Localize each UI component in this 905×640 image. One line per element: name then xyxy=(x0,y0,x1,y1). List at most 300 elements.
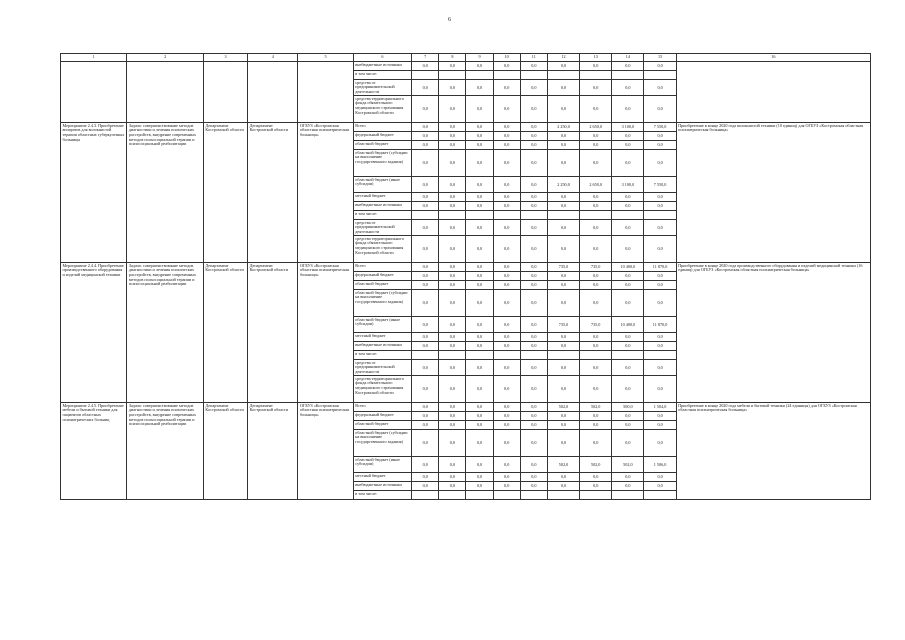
value-cell: 0,0 xyxy=(439,202,466,211)
value-cell: 0,0 xyxy=(493,193,520,202)
value-cell: 0,0 xyxy=(580,290,612,317)
value-cell xyxy=(612,491,644,500)
blank-cell xyxy=(127,62,203,123)
value-cell: 0,0 xyxy=(547,412,579,421)
recipient-cell: ОГБУЗ «Костромская областная психиатрическая больница» xyxy=(298,403,353,500)
value-cell xyxy=(493,351,520,360)
value-cell: 0,0 xyxy=(644,96,676,123)
value-cell: 502,0 xyxy=(580,457,612,473)
value-cell: 502,0 xyxy=(547,403,579,412)
value-cell: 0,0 xyxy=(580,62,612,71)
value-cell: 0,0 xyxy=(439,272,466,281)
value-cell: 0,0 xyxy=(547,220,579,236)
value-cell xyxy=(493,71,520,80)
source-cell: местный бюджет xyxy=(353,193,411,202)
value-cell xyxy=(644,491,676,500)
value-cell: 0,0 xyxy=(493,202,520,211)
value-cell: 0,0 xyxy=(412,421,439,430)
source-cell: областной бюджет (субсидии на выполнение государственного задания) xyxy=(353,430,411,457)
value-cell: 0,0 xyxy=(493,281,520,290)
value-cell: 0,0 xyxy=(493,150,520,177)
value-cell: 0,0 xyxy=(412,123,439,132)
value-cell xyxy=(493,491,520,500)
value-cell: 0,0 xyxy=(644,220,676,236)
value-cell: 0,0 xyxy=(466,317,493,333)
value-cell: 735,0 xyxy=(580,317,612,333)
value-cell: 0,0 xyxy=(520,62,547,71)
value-cell: 0,0 xyxy=(644,193,676,202)
value-cell: 0,0 xyxy=(547,132,579,141)
customer-cell: Департамент Костромской области xyxy=(248,263,298,403)
value-cell: 0,0 xyxy=(439,457,466,473)
value-cell: 0,0 xyxy=(439,342,466,351)
value-cell: 0,0 xyxy=(644,290,676,317)
value-cell: 0,0 xyxy=(612,333,644,342)
source-cell: областной бюджет xyxy=(353,141,411,150)
value-cell: 0,0 xyxy=(412,342,439,351)
value-cell: 0,0 xyxy=(412,220,439,236)
value-cell: 0,0 xyxy=(520,360,547,376)
value-cell: 0,0 xyxy=(580,412,612,421)
value-cell: 0,0 xyxy=(493,457,520,473)
value-cell: 0,0 xyxy=(466,202,493,211)
value-cell: 0,0 xyxy=(439,141,466,150)
value-cell: 0,0 xyxy=(644,80,676,96)
value-cell: 0,0 xyxy=(412,290,439,317)
blank-cell xyxy=(61,62,127,123)
task-cell: Задача: совершенствование методов диагностики и лечения психических расстройств, внедрение современных методов психосоциальной терапии и психосоциальной реабилитации xyxy=(127,123,203,263)
value-cell: 0,0 xyxy=(580,193,612,202)
value-cell xyxy=(580,211,612,220)
value-cell: 0,0 xyxy=(466,412,493,421)
value-cell: 0,0 xyxy=(439,290,466,317)
value-cell: 0,0 xyxy=(520,263,547,272)
value-cell xyxy=(466,491,493,500)
value-cell: 0,0 xyxy=(520,177,547,193)
value-cell: 0,0 xyxy=(439,193,466,202)
value-cell: 0,0 xyxy=(612,421,644,430)
value-cell: 0,0 xyxy=(412,430,439,457)
column-number: 13 xyxy=(580,54,612,62)
value-cell: 0,0 xyxy=(580,430,612,457)
value-cell: 0,0 xyxy=(547,62,579,71)
value-cell: 2 250,0 xyxy=(547,177,579,193)
value-cell: 0,0 xyxy=(520,473,547,482)
column-number: 9 xyxy=(466,54,493,62)
value-cell: 0,0 xyxy=(644,421,676,430)
table-row xyxy=(61,403,871,412)
value-cell: 0,0 xyxy=(412,333,439,342)
value-cell: 0,0 xyxy=(612,236,644,263)
executor-cell: Департамент Костромской области xyxy=(203,263,247,403)
value-cell xyxy=(412,71,439,80)
value-cell: 0,0 xyxy=(580,473,612,482)
value-cell: 0,0 xyxy=(439,220,466,236)
value-cell: 0,0 xyxy=(439,333,466,342)
value-cell xyxy=(520,491,547,500)
value-cell: 0,0 xyxy=(412,403,439,412)
value-cell xyxy=(466,351,493,360)
value-cell: 502,0 xyxy=(612,457,644,473)
value-cell: 0,0 xyxy=(493,132,520,141)
source-cell: областной бюджет (иные субсидии) xyxy=(353,177,411,193)
column-number: 5 xyxy=(298,54,353,62)
value-cell: 0,0 xyxy=(439,430,466,457)
value-cell: 0,0 xyxy=(493,290,520,317)
value-cell: 0,0 xyxy=(466,123,493,132)
value-cell xyxy=(612,211,644,220)
value-cell: 0,0 xyxy=(612,150,644,177)
value-cell: 0,0 xyxy=(439,177,466,193)
result-cell: Приобретение в конце 2020 года волокнистой техники (10 единиц) для ОГБУЗ «Костромская областная психиатрическая больница» xyxy=(676,123,870,263)
value-cell: 0,0 xyxy=(493,430,520,457)
value-cell: 0,0 xyxy=(493,220,520,236)
value-cell xyxy=(412,211,439,220)
value-cell: 0,0 xyxy=(493,272,520,281)
value-cell: 0,0 xyxy=(439,473,466,482)
value-cell xyxy=(439,491,466,500)
value-cell: 0,0 xyxy=(466,220,493,236)
value-cell: 0,0 xyxy=(439,317,466,333)
value-cell: 0,0 xyxy=(520,290,547,317)
value-cell: 0,0 xyxy=(493,317,520,333)
value-cell: 0,0 xyxy=(520,457,547,473)
value-cell: 0,0 xyxy=(466,333,493,342)
measure-cell: Мероприятие 2.4.4. Приобретение производственного оборудования и изделий медицинской техники xyxy=(61,263,127,403)
value-cell xyxy=(439,71,466,80)
value-cell: 0,0 xyxy=(412,263,439,272)
task-cell: Задача: совершенствование методов диагностики и лечения психических расстройств, внедрение современных методов психосоциальной терапии и психосоциальной реабилитации xyxy=(127,403,203,500)
value-cell: 0,0 xyxy=(520,80,547,96)
source-cell: внебюджетные источники xyxy=(353,202,411,211)
value-cell: 10 400,0 xyxy=(612,317,644,333)
column-number: 3 xyxy=(203,54,247,62)
value-cell: 0,0 xyxy=(580,220,612,236)
source-cell: местный бюджет xyxy=(353,333,411,342)
value-cell: 0,0 xyxy=(412,317,439,333)
column-number: 6 xyxy=(353,54,411,62)
value-cell: 0,0 xyxy=(580,281,612,290)
result-cell: Приобретение в конце 2020 года производственного оборудования и изделий медицинской техники (16 единиц) для ОГБУЗ «Костромская областная психиатрическая больница» xyxy=(676,263,870,403)
value-cell: 0,0 xyxy=(412,141,439,150)
value-cell: 0,0 xyxy=(439,412,466,421)
value-cell: 0,0 xyxy=(412,457,439,473)
value-cell: 0,0 xyxy=(412,482,439,491)
source-cell: Всего xyxy=(353,403,411,412)
value-cell: 1 506,0 xyxy=(644,457,676,473)
value-cell: 0,0 xyxy=(547,141,579,150)
value-cell: 0,0 xyxy=(412,236,439,263)
value-cell: 0,0 xyxy=(439,62,466,71)
value-cell: 0,0 xyxy=(520,150,547,177)
task-cell: Задача: совершенствование методов диагностики и лечения психических расстройств, внедрение современных методов психосоциальной терапии и психосоциальной реабилитации xyxy=(127,263,203,403)
table-row xyxy=(61,263,871,272)
source-cell: в том числе: xyxy=(353,491,411,500)
value-cell: 0,0 xyxy=(580,132,612,141)
value-cell: 0,0 xyxy=(520,123,547,132)
column-number: 12 xyxy=(547,54,579,62)
recipient-cell: ОГБУЗ «Костромская областная психиатрическая больница» xyxy=(298,123,353,263)
value-cell: 0,0 xyxy=(612,96,644,123)
value-cell: 0,0 xyxy=(580,376,612,403)
value-cell: 0,0 xyxy=(547,150,579,177)
value-cell: 0,0 xyxy=(466,96,493,123)
value-cell: 0,0 xyxy=(466,141,493,150)
value-cell: 0,0 xyxy=(547,482,579,491)
value-cell: 0,0 xyxy=(520,281,547,290)
value-cell: 0,0 xyxy=(439,236,466,263)
value-cell: 0,0 xyxy=(520,342,547,351)
column-number-row xyxy=(61,54,871,62)
value-cell: 0,0 xyxy=(644,482,676,491)
value-cell xyxy=(520,211,547,220)
value-cell: 0,0 xyxy=(580,272,612,281)
value-cell: 3 100,0 xyxy=(612,123,644,132)
value-cell: 0,0 xyxy=(644,430,676,457)
value-cell: 0,0 xyxy=(412,376,439,403)
source-cell: в том числе: xyxy=(353,211,411,220)
value-cell: 11 870,0 xyxy=(644,263,676,272)
value-cell: 11 870,0 xyxy=(644,317,676,333)
value-cell: 0,0 xyxy=(466,236,493,263)
source-cell: в том числе: xyxy=(353,351,411,360)
value-cell: 0,0 xyxy=(466,80,493,96)
value-cell xyxy=(520,351,547,360)
value-cell: 0,0 xyxy=(580,202,612,211)
source-cell: федеральный бюджет xyxy=(353,412,411,421)
source-cell: областной бюджет (субсидии на выполнение государственного задания) xyxy=(353,290,411,317)
value-cell xyxy=(547,71,579,80)
value-cell: 0,0 xyxy=(466,263,493,272)
source-cell: средства от предпринимательской деятельности xyxy=(353,220,411,236)
value-cell: 0,0 xyxy=(412,473,439,482)
value-cell: 0,0 xyxy=(580,236,612,263)
value-cell: 0,0 xyxy=(612,376,644,403)
value-cell xyxy=(580,351,612,360)
source-cell: средства территориального фонда обязательного медицинского страхования Костромской области xyxy=(353,236,411,263)
value-cell: 0,0 xyxy=(466,473,493,482)
value-cell: 7 550,0 xyxy=(644,177,676,193)
value-cell: 0,0 xyxy=(439,376,466,403)
value-cell: 0,0 xyxy=(412,272,439,281)
value-cell: 0,0 xyxy=(520,430,547,457)
value-cell xyxy=(580,491,612,500)
value-cell: 0,0 xyxy=(612,193,644,202)
value-cell: 0,0 xyxy=(644,236,676,263)
value-cell: 0,0 xyxy=(644,150,676,177)
source-cell: областной бюджет xyxy=(353,281,411,290)
value-cell: 0,0 xyxy=(439,281,466,290)
value-cell: 0,0 xyxy=(547,193,579,202)
value-cell xyxy=(644,351,676,360)
value-cell: 0,0 xyxy=(493,177,520,193)
value-cell: 0,0 xyxy=(466,132,493,141)
value-cell: 0,0 xyxy=(412,80,439,96)
source-cell: областной бюджет (субсидии на выполнение государственного задания) xyxy=(353,150,411,177)
value-cell: 0,0 xyxy=(520,193,547,202)
value-cell: 0,0 xyxy=(580,141,612,150)
value-cell: 0,0 xyxy=(612,132,644,141)
value-cell: 0,0 xyxy=(520,236,547,263)
value-cell xyxy=(466,211,493,220)
column-number: 2 xyxy=(127,54,203,62)
value-cell: 2 650,0 xyxy=(580,123,612,132)
value-cell: 0,0 xyxy=(644,281,676,290)
value-cell: 0,0 xyxy=(493,263,520,272)
value-cell xyxy=(412,351,439,360)
executor-cell: Департамент Костромской области xyxy=(203,403,247,500)
table-body xyxy=(61,62,871,500)
result-cell: Приобретение в конце 2020 года мебели и бытовой техники (24 единицы) для ОГБУЗ «Костромская областная психиатрическая больница» xyxy=(676,403,870,500)
value-cell: 0,0 xyxy=(493,80,520,96)
value-cell xyxy=(439,211,466,220)
source-cell: средства от предпринимательской деятельности xyxy=(353,360,411,376)
value-cell: 0,0 xyxy=(580,333,612,342)
value-cell: 0,0 xyxy=(466,177,493,193)
customer-cell: Департамент Костромской области xyxy=(248,403,298,500)
value-cell: 0,0 xyxy=(520,96,547,123)
value-cell: 0,0 xyxy=(412,96,439,123)
value-cell xyxy=(644,211,676,220)
source-cell: средства от предпринимательской деятельности xyxy=(353,80,411,96)
value-cell: 0,0 xyxy=(493,123,520,132)
value-cell: 0,0 xyxy=(412,177,439,193)
value-cell: 0,0 xyxy=(493,96,520,123)
value-cell: 0,0 xyxy=(466,281,493,290)
value-cell: 0,0 xyxy=(439,360,466,376)
source-cell: внебюджетные источники xyxy=(353,62,411,71)
value-cell: 0,0 xyxy=(547,333,579,342)
value-cell: 735,0 xyxy=(547,263,579,272)
value-cell: 0,0 xyxy=(466,360,493,376)
value-cell: 0,0 xyxy=(547,376,579,403)
value-cell: 0,0 xyxy=(547,342,579,351)
value-cell: 0,0 xyxy=(644,412,676,421)
value-cell: 0,0 xyxy=(547,96,579,123)
value-cell: 0,0 xyxy=(612,220,644,236)
value-cell xyxy=(520,71,547,80)
value-cell: 0,0 xyxy=(520,132,547,141)
source-cell: местный бюджет xyxy=(353,473,411,482)
value-cell: 0,0 xyxy=(644,132,676,141)
value-cell: 0,0 xyxy=(439,421,466,430)
value-cell xyxy=(612,351,644,360)
value-cell: 0,0 xyxy=(612,412,644,421)
value-cell: 0,0 xyxy=(644,342,676,351)
value-cell: 0,0 xyxy=(466,272,493,281)
value-cell: 735,0 xyxy=(580,263,612,272)
value-cell: 1 504,0 xyxy=(644,403,676,412)
source-cell: внебюджетные источники xyxy=(353,342,411,351)
value-cell: 0,0 xyxy=(493,360,520,376)
source-cell: средства территориального фонда обязательного медицинского страхования Костромской области xyxy=(353,96,411,123)
measure-cell: Мероприятие 2.4.5. Приобретение мебели и бытовой техники для пациентов областных психиатрических больниц xyxy=(61,403,127,500)
customer-cell: Департамент Костромской области xyxy=(248,123,298,263)
source-cell: в том числе: xyxy=(353,71,411,80)
value-cell: 0,0 xyxy=(547,360,579,376)
value-cell: 0,0 xyxy=(520,141,547,150)
table-row xyxy=(61,123,871,132)
source-cell: областной бюджет (иные субсидии) xyxy=(353,317,411,333)
value-cell: 0,0 xyxy=(612,272,644,281)
value-cell: 7 550,0 xyxy=(644,123,676,132)
blank-cell xyxy=(248,62,298,123)
column-number: 14 xyxy=(612,54,644,62)
blank-cell xyxy=(203,62,247,123)
value-cell: 0,0 xyxy=(520,412,547,421)
value-cell: 502,0 xyxy=(547,457,579,473)
value-cell: 0,0 xyxy=(612,430,644,457)
recipient-cell: ОГБУЗ «Костромская областная психиатрическая больница» xyxy=(298,263,353,403)
column-number: 10 xyxy=(493,54,520,62)
value-cell: 735,0 xyxy=(547,317,579,333)
value-cell: 0,0 xyxy=(547,430,579,457)
value-cell: 0,0 xyxy=(580,96,612,123)
source-cell: Всего xyxy=(353,123,411,132)
value-cell: 0,0 xyxy=(547,80,579,96)
column-number: 7 xyxy=(412,54,439,62)
value-cell: 0,0 xyxy=(466,482,493,491)
value-cell: 0,0 xyxy=(547,290,579,317)
value-cell: 0,0 xyxy=(520,333,547,342)
value-cell: 0,0 xyxy=(439,482,466,491)
value-cell: 0,0 xyxy=(466,457,493,473)
value-cell: 0,0 xyxy=(493,403,520,412)
value-cell: 0,0 xyxy=(580,421,612,430)
value-cell xyxy=(412,491,439,500)
value-cell: 0,0 xyxy=(493,62,520,71)
value-cell xyxy=(612,71,644,80)
value-cell: 0,0 xyxy=(493,236,520,263)
value-cell: 0,0 xyxy=(412,132,439,141)
value-cell: 0,0 xyxy=(612,342,644,351)
value-cell: 0,0 xyxy=(547,281,579,290)
value-cell: 0,0 xyxy=(412,281,439,290)
value-cell: 0,0 xyxy=(412,150,439,177)
value-cell: 0,0 xyxy=(412,193,439,202)
value-cell: 0,0 xyxy=(644,272,676,281)
value-cell: 0,0 xyxy=(580,360,612,376)
value-cell: 0,0 xyxy=(439,150,466,177)
value-cell: 0,0 xyxy=(520,482,547,491)
value-cell: 3 100,0 xyxy=(612,177,644,193)
value-cell: 0,0 xyxy=(439,263,466,272)
value-cell: 0,0 xyxy=(493,141,520,150)
value-cell: 0,0 xyxy=(547,202,579,211)
value-cell xyxy=(466,71,493,80)
source-cell: федеральный бюджет xyxy=(353,132,411,141)
value-cell: 2 650,0 xyxy=(580,177,612,193)
value-cell: 500,0 xyxy=(612,403,644,412)
blank-cell xyxy=(676,62,870,123)
value-cell: 0,0 xyxy=(547,272,579,281)
value-cell: 0,0 xyxy=(520,376,547,403)
value-cell: 0,0 xyxy=(612,482,644,491)
value-cell: 0,0 xyxy=(520,220,547,236)
value-cell: 0,0 xyxy=(412,360,439,376)
column-number: 16 xyxy=(676,54,870,62)
value-cell: 0,0 xyxy=(466,290,493,317)
value-cell: 0,0 xyxy=(580,150,612,177)
value-cell: 0,0 xyxy=(439,123,466,132)
column-number: 8 xyxy=(439,54,466,62)
measure-cell: Мероприятие 2.4.3. Приобретение аппаратов для волокнистой терапии областных туберкулезных больницы xyxy=(61,123,127,263)
value-cell: 0,0 xyxy=(520,317,547,333)
value-cell: 0,0 xyxy=(547,421,579,430)
value-cell: 0,0 xyxy=(466,376,493,403)
value-cell: 0,0 xyxy=(439,80,466,96)
value-cell: 0,0 xyxy=(612,62,644,71)
